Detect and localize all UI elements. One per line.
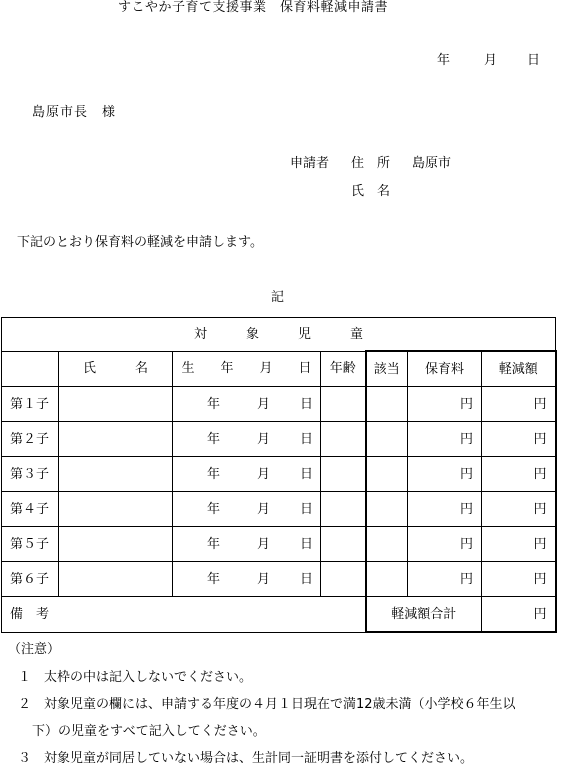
- child-name-cell: [59, 562, 173, 597]
- applicant-label: 申請者: [290, 156, 330, 171]
- child-age-cell: [321, 492, 366, 527]
- birth-year-unit: 年: [207, 466, 221, 482]
- child-fee-unit: 円: [408, 422, 482, 457]
- child-row: [2, 457, 556, 492]
- note-item: １ 太枠の中は記入しないでください。: [18, 670, 253, 685]
- birth-year-unit: 年: [207, 396, 221, 412]
- col-applicable-header: 該当: [366, 351, 408, 387]
- birth-day-unit: 日: [300, 466, 314, 482]
- intro-text: 下記のとおり保育料の軽減を申請します。: [17, 235, 263, 250]
- child-age-cell: [321, 457, 366, 492]
- name-label: 氏 名: [351, 184, 391, 199]
- child-applicable-cell: [366, 562, 408, 597]
- total-label: 軽減額合計: [366, 597, 482, 633]
- child-label: 第５子: [2, 527, 59, 562]
- child-row: [2, 387, 556, 422]
- child-birthdate-cell: [173, 387, 321, 422]
- application-table: [1, 317, 557, 633]
- birth-year-unit: 年: [207, 501, 221, 517]
- child-reduction-unit: 円: [482, 422, 556, 457]
- addressee: 島原市長 様: [32, 105, 117, 120]
- child-reduction-unit: 円: [482, 562, 556, 597]
- child-age-cell: [321, 527, 366, 562]
- note-item: ３ 対象児童が同居していない場合は、生計同一証明書を添付してください。: [18, 751, 474, 766]
- child-birthdate-cell: [173, 492, 321, 527]
- child-applicable-cell: [366, 527, 408, 562]
- birth-day-unit: 日: [300, 431, 314, 447]
- birth-month-unit: 月: [257, 431, 271, 447]
- form-title: すこやか子育て支援事業 保育料軽減申請書: [118, 0, 389, 15]
- child-birthdate-cell: [173, 457, 321, 492]
- child-applicable-cell: [366, 492, 408, 527]
- birth-day-unit: 日: [300, 396, 314, 412]
- child-age-cell: [321, 387, 366, 422]
- child-row: [2, 492, 556, 527]
- child-label: 第６子: [2, 562, 59, 597]
- birth-month-unit: 月: [257, 466, 271, 482]
- child-name-cell: [59, 492, 173, 527]
- col-reduction-header: 軽減額: [482, 351, 556, 387]
- child-reduction-unit: 円: [482, 527, 556, 562]
- child-applicable-cell: [366, 387, 408, 422]
- child-row: [2, 562, 556, 597]
- child-age-cell: [321, 422, 366, 457]
- child-fee-unit: 円: [408, 387, 482, 422]
- child-reduction-unit: 円: [482, 457, 556, 492]
- address-label: 住 所: [351, 156, 391, 171]
- child-name-cell: [59, 457, 173, 492]
- child-reduction-unit: 円: [482, 387, 556, 422]
- col-age-header: 年齢: [321, 351, 366, 387]
- birth-day-unit: 日: [300, 536, 314, 552]
- date-year-label: 年: [437, 53, 451, 68]
- child-applicable-cell: [366, 457, 408, 492]
- child-label: 第４子: [2, 492, 59, 527]
- section-title: 対 象 児 童: [2, 318, 556, 352]
- col-fee-header: 保育料: [408, 351, 482, 387]
- birth-day-unit: 日: [300, 571, 314, 587]
- child-label: 第２子: [2, 422, 59, 457]
- child-label: 第３子: [2, 457, 59, 492]
- col-birthdate-header: 生 年 月 日: [173, 351, 321, 387]
- birth-month-unit: 月: [257, 396, 271, 412]
- date-month-label: 月: [484, 53, 498, 68]
- child-fee-unit: 円: [408, 492, 482, 527]
- child-label: 第１子: [2, 387, 59, 422]
- child-age-cell: [321, 562, 366, 597]
- child-fee-unit: 円: [408, 457, 482, 492]
- note-item-continued: 下）の児童をすべて記入してください。: [32, 724, 266, 739]
- remarks-label: 備 考: [2, 597, 366, 633]
- birth-day-unit: 日: [300, 501, 314, 517]
- total-unit: 円: [482, 597, 556, 633]
- child-birthdate-cell: [173, 422, 321, 457]
- date-day-label: 日: [527, 53, 541, 68]
- child-birthdate-cell: [173, 562, 321, 597]
- birth-month-unit: 月: [257, 536, 271, 552]
- ki-heading: 記: [271, 290, 285, 305]
- notes-heading: （注意）: [8, 642, 61, 657]
- child-name-cell: [59, 527, 173, 562]
- child-reduction-unit: 円: [482, 492, 556, 527]
- child-name-cell: [59, 422, 173, 457]
- birth-year-unit: 年: [207, 536, 221, 552]
- child-name-cell: [59, 387, 173, 422]
- child-fee-unit: 円: [408, 527, 482, 562]
- child-birthdate-cell: [173, 527, 321, 562]
- birth-month-unit: 月: [257, 571, 271, 587]
- col-name-header: 氏 名: [59, 351, 173, 387]
- header-blank-cell: [2, 351, 59, 387]
- child-row: [2, 527, 556, 562]
- birth-month-unit: 月: [257, 501, 271, 517]
- child-row: [2, 422, 556, 457]
- birth-year-unit: 年: [207, 431, 221, 447]
- note-item: ２ 対象児童の欄には、申請する年度の４月１日現在で満12歳未満（小学校６年生以: [18, 697, 516, 712]
- birth-year-unit: 年: [207, 571, 221, 587]
- address-value: 島原市: [412, 156, 452, 171]
- child-applicable-cell: [366, 422, 408, 457]
- child-fee-unit: 円: [408, 562, 482, 597]
